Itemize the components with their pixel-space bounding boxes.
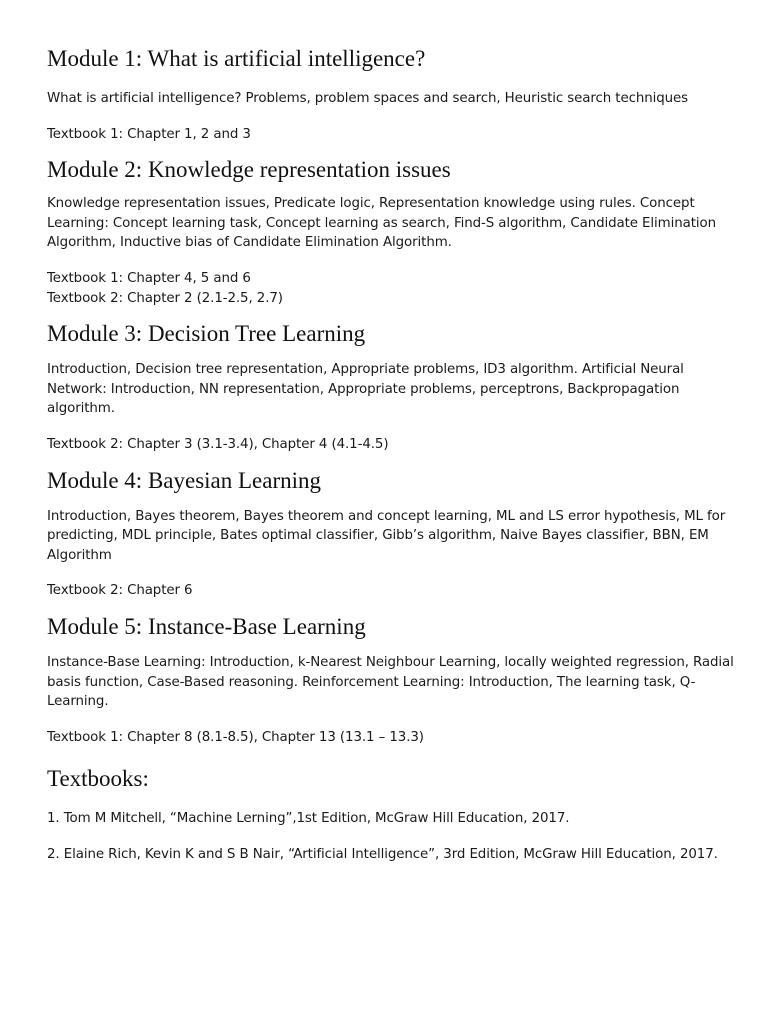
module-3-title: Module 3: Decision Tree Learning bbox=[47, 321, 366, 347]
textbooks-section bbox=[47, 765, 737, 864]
module-2-reference-1: Textbook 1: Chapter 4, 5 and 6 bbox=[47, 270, 251, 286]
textbook-item-2: 2. Elaine Rich, Kevin K and S B Nair, “Artificial Intelligence”, 3rd Edition, McGraw Hill Education, 2017. bbox=[47, 846, 718, 862]
module-1-description: What is artificial intelligence? Problems, problem spaces and search, Heuristic search techniques bbox=[47, 91, 689, 106]
module-4-title: Module 4: Bayesian Learning bbox=[47, 467, 322, 493]
module-3-section bbox=[47, 320, 737, 454]
textbook-item-1: 1. Tom M Mitchell, “Machine Lerning”,1st Edition, McGraw Hill Education, 2017. bbox=[47, 811, 570, 827]
textbooks-title: Textbooks: bbox=[47, 766, 149, 792]
module-4-references bbox=[47, 581, 737, 601]
module-3-references bbox=[47, 435, 737, 455]
module-2-description: Knowledge representation issues, Predicate logic, Representation knowledge using rules. Concept Learning: Concept learning task, Concept learning as search, Find-S algorithm, Candidate Elimination Algorithm, Inductive bias of Candidate Elimination Algorithm. bbox=[47, 196, 716, 251]
module-3-description: Introduction, Decision tree representation, Appropriate problems, ID3 algorithm. Artificial Neural Network: Introduction, NN representation, Appropriate problems, perceptrons, Backpropagation algorithm. bbox=[47, 362, 684, 417]
module-5-title: Module 5: Instance-Base Learning bbox=[47, 613, 366, 639]
module-5-reference: Textbook 1: Chapter 8 (8.1-8.5), Chapter 13 (13.1 – 13.3) bbox=[47, 729, 424, 745]
module-2-references bbox=[47, 269, 737, 308]
module-2-reference-2: Textbook 2: Chapter 2 (2.1-2.5, 2.7) bbox=[47, 290, 283, 306]
module-2-title: Module 2: Knowledge representation issues bbox=[47, 157, 451, 183]
syllabus-document bbox=[47, 40, 737, 864]
module-5-description: Instance-Base Learning: Introduction, k-Nearest Neighbour Learning, locally weighted regression, Radial basis function, Case-Based reasoning. Reinforcement Learning: Introduction, The learning task, Q-Learning. bbox=[47, 654, 734, 710]
module-4-reference: Textbook 2: Chapter 6 bbox=[47, 583, 193, 599]
module-3-reference: Textbook 2: Chapter 3 (3.1-3.4), Chapter 4 (4.1-4.5) bbox=[47, 436, 389, 452]
module-1-section bbox=[47, 45, 737, 144]
module-1-references bbox=[47, 125, 737, 145]
module-2-section bbox=[47, 156, 737, 308]
module-5-references bbox=[47, 728, 737, 748]
module-1-reference: Textbook 1: Chapter 1, 2 and 3 bbox=[47, 126, 251, 142]
module-4-section bbox=[47, 467, 737, 601]
module-1-title: Module 1: What is artificial intelligence? bbox=[47, 46, 426, 71]
module-5-section bbox=[47, 613, 737, 747]
module-4-description: Introduction, Bayes theorem, Bayes theorem and concept learning, ML and LS error hypothesis, ML for predicting, MDL principle, Bates optimal classifier, Gibb’s algorithm, Naive Bayes classifier, BBN, EM Algorithm bbox=[47, 508, 726, 563]
